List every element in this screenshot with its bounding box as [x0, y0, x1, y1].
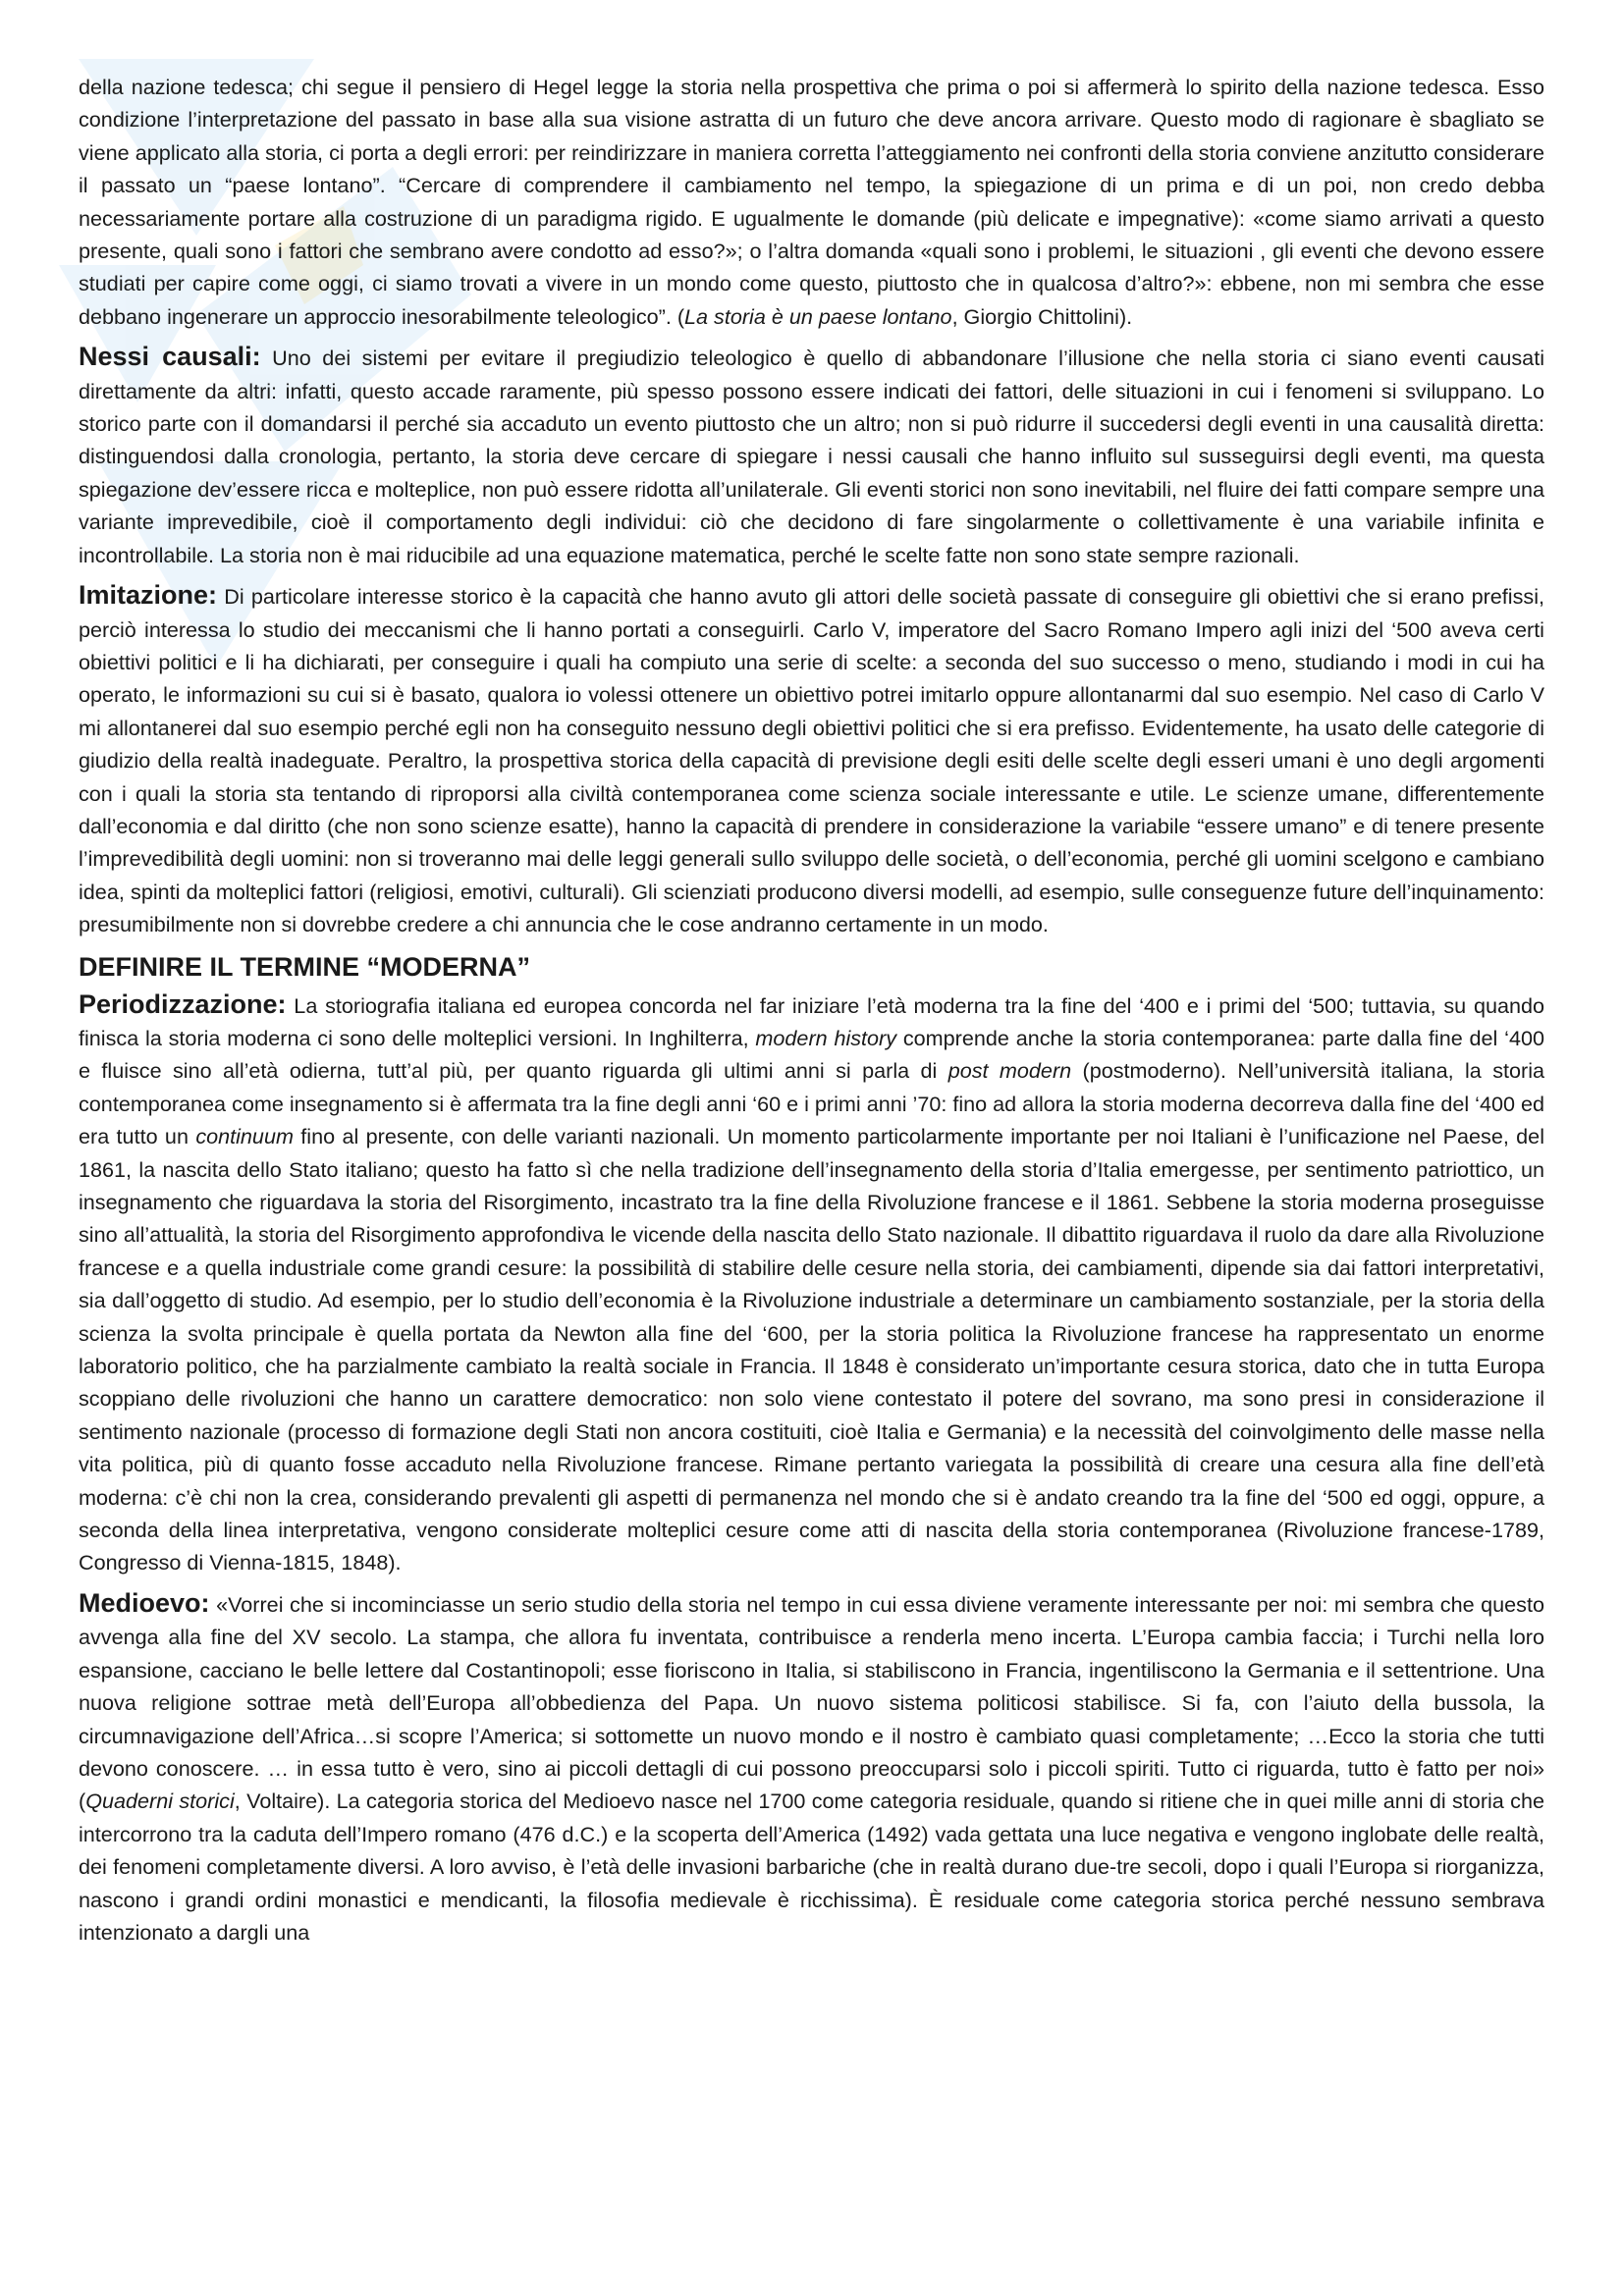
- text-run: (postmoderno). Nell’università italiana, la storia contemporanea come insegnamento si è affermata tra la fine degli anni ‘60 e i primi anni ’70: fino ad allora la storia moderna decorreva dalla fine del ‘400 ed era tutto un: [79, 1058, 1544, 1149]
- document-page: [79, 71, 1544, 1956]
- italic-title: post modern: [947, 1058, 1072, 1084]
- paragraph-nessi: [79, 341, 1544, 571]
- paragraph-periodizzazione: [79, 988, 1544, 1579]
- paragraph-lead: Medioevo:: [79, 1587, 210, 1618]
- paragraph-medioevo: [79, 1587, 1544, 1949]
- paragraph-lead: Imitazione:: [79, 580, 218, 611]
- italic-title: continuum: [195, 1124, 294, 1149]
- text-run: «Vorrei che si incominciasse un serio studio della storia nel tempo in cui essa diviene veramente interessante per noi: mi sembra che questo avvenga alla fine del XV secolo. La stampa, che allora fu inventata, contribuisce a renderla meno incerta. L’Europa cambia faccia; i Turchi nella loro espansione, cacciano le belle lettere dal Costantinopoli; esse fioriscono in Italia, si stabiliscono in Francia, ingentiliscono la Germania e il settentrione. Una nuova religione sottrae metà dell’Europa all’obbedienza del Papa. Un nuovo sistema politicosi stabilisce. Si fa, con l’aiuto della bussola, la circumnavigazione dell’Africa…si scopre l’America; si sottomette un nuovo mondo e il nostro è cambiato quasi completamente; …Ecco la storia che tutti devono conoscere. … in essa tutto è vero, sino ai piccoli dettagli di cui possono preoccuparsi solo i piccoli spiriti. Tutto ci riguarda, tutto è fatto per noi» (: [79, 1591, 1544, 1814]
- paragraph-lead: Periodizzazione:: [79, 988, 287, 1019]
- text-run: Di particolare interesse storico è la capacità che hanno avuto gli attori delle società passate di conseguire gli obiettivi che si erano prefissi, perciò interessa lo studio dei meccanismi che li hanno portati a conseguirli. Carlo V, imperatore del Sacro Romano Impero agli inizi del ‘500 aveva certi obiettivi politici e li ha dichiarati, per conseguire i quali ha compiuto una serie di scelte: a seconda del suo successo o meno, studiando i modi in cui ha operato, le informazioni su cui si è basato, qualora io volessi ottenere un obiettivo potrei imitarlo oppure allontanarmi dal suo esempio. Nel caso di Carlo V mi allontanerei dal suo esempio perché egli non ha conseguito nessuno degli obiettivi politici che si era prefisso. Evidentemente, ha usato delle categorie di giudizio della realtà inadeguate. Peraltro, la prospettiva storica della capacità di previsione degli esiti delle scelte degli esseri umani è uno degli argomenti con i quali la storia sta tentando di riproporsi alla civiltà contemporanea come scienza sociale interessante e utile. Le scienze umane, differentemente dall’economia e dal diritto (che non sono scienze esatte), hanno la capacità di prendere in considerazione la variabile “essere umano” e di tenere presente l’imprevedibilità degli uomini: non si troveranno mai delle leggi generali sullo sviluppo delle società, o dell’economia, perché gli uomini scelgono e cambiano idea, spinti da molteplici fattori (religiosi, emotivi, culturali). Gli scienziati producono diversi modelli, ad esempio, sulle conseguenze future dell’inquinamento: presumibilmente non si dovrebbe credere a chi annuncia che le cose andranno certamente in un modo.: [79, 584, 1544, 937]
- text-run: della nazione tedesca; chi segue il pensiero di Hegel legge la storia nella prospettiva che prima o poi si affermerà lo spirito della nazione tedesca. Esso condizione l’interpretazione del passato in base alla sua visione astratta di un futuro che deve ancora arrivare. Questo modo di ragionare è sbagliato se viene applicato alla storia, ci porta a degli errori: per reindirizzare in maniera corretta l’atteggiamento nei confronti della storia conviene anzitutto considerare il passato un “paese lontano”. “Cercare di comprendere il cambiamento nel tempo, la spiegazione di un prima e di un poi, non credo debba necessariamente portare alla costruzione di un paradigma rigido. E ugualmente le domande (più delicate e impegnative): «come siamo arrivati a questo presente, quali sono i fattori che sembrano avere condotto ad esso?»; o l’altra domanda «quali sono i problemi, le situazioni , gli eventi che devono essere studiati per capire come oggi, ci siamo trovati a vivere in un mondo come questo, piuttosto che in qualcosa d’altro?»: ebbene, non mi sembra che esse debbano ingenerare un approccio inesorabilmente teleologico”. (: [79, 75, 1544, 329]
- text-run: fino al presente, con delle varianti nazionali. Un momento particolarmente importante per noi Italiani è l’unificazione nel Paese, del 1861, la nascita dello Stato italiano; questo ha fatto sì che nella tradizione dell’insegnamento della storia d’Italia emergesse, per sentimento patriottico, un insegnamento che riguardava la storia del Risorgimento, incastrato tra la fine della Rivoluzione francese e il 1861. Sebbene la storia moderna proseguisse sino all’attualità, la storia del Risorgimento approfondiva le vicende della nascita dello Stato nazionale. Il dibattito riguardava il ruolo da dare alla Rivoluzione francese e a quella industriale come grandi cesure: la possibilità di stabilire delle cesure nella storia, dei cambiamenti, dipende sia dai fattori interpretativi, sia dall’oggetto di studio. Ad esempio, per lo studio dell’economia è la Rivoluzione industriale a determinare un cambiamento sostanziale, per la storia della scienza la svolta principale è quella portata da Newton alla fine del ‘600, per la storia politica la Rivoluzione francese ha rappresentato un enorme laboratorio politico, che ha parzialmente cambiato la realtà sociale in Francia. Il 1848 è considerato un’importante cesura storica, dato che in tutta Europa scoppiano delle rivoluzioni che hanno un carattere democratico: non solo viene contestato il potere del sovrano, ma sono presi in considerazione il sentimento nazionale (processo di formazione degli Stati non ancora costituiti, cioè Italia e Germania) e la necessità del coinvolgimento delle masse nella vita politica, più di quanto fosse accaduto nella Rivoluzione francese. Rimane pertanto variegata la possibilità di creare una cesura alla fine dell’età moderna: c’è chi non la crea, considerando prevalenti gli aspetti di permanenza nel mondo che si è andato creando tra la fine del ‘500 ed oggi, oppure, a seconda della linea interpretativa, vengono considerate molteplici cesure come atti di nascita della storia contemporanea (Rivoluzione francese-1789, Congresso di Vienna-1815, 1848).: [79, 1124, 1544, 1575]
- text-run: La storiografia italiana ed europea concorda nel far iniziare l’età moderna tra la fine del ‘400 e i primi del ‘500; tuttavia, su quando finisca la storia moderna ci sono delle molteplici versioni. In Inghilterra,: [79, 992, 1544, 1050]
- italic-title: La storia è un paese lontano: [684, 303, 952, 329]
- text-run: Uno dei sistemi per evitare il pregiudizio teleologico è quello di abbandonare l’illusione che nella storia ci siano eventi causati direttamente da altri: infatti, questo accade raramente, più spesso possono essere indicati dei fattori, delle situazioni in cui i fenomeni si sviluppano. Lo storico parte con il domandarsi il perché sia accaduto un evento piuttosto che un altro; non si può ridurre il succedersi degli eventi in una causalità diretta: distinguendosi dalla cronologia, pertanto, la storia deve cercare di spiegare i nessi causali che hanno influito sul susseguirsi degli eventi, ma questa spiegazione dev’essere ricca e molteplice, non può essere ridotta all’unilaterale. Gli eventi storici non sono inevitabili, nel fluire dei fatti compare sempre una variante imprevedibile, cioè il comportamento degli individui: ciò che decidono di fare singolarmente o collettivamente è una variabile infinita e incontrollabile. La storia non è mai riducibile ad una equazione matematica, perché le scelte fatte non sono state sempre razionali.: [79, 346, 1544, 567]
- section-heading: DEFINIRE IL TERMINE “MODERNA”: [79, 951, 531, 982]
- italic-title: modern history: [755, 1025, 897, 1050]
- paragraph-imitazione: [79, 579, 1544, 940]
- italic-title: Quaderni storici: [85, 1789, 235, 1814]
- text-run: , Voltaire). La categoria storica del Medioevo nasce nel 1700 come categoria residuale, quando si ritiene che in quei mille anni di storia che intercorrono tra la caduta dell’Impero romano (476 d.C.) e la scoperta dell’America (1492) vada gettata una luce negativa e vengono inglobate delle realtà, dei fenomeni completamente diversi. A loro avviso, è l’età delle invasioni barbariche (che in realtà durano due-tre secoli, dopo i quali l’Europa si riorganizza, nascono i grandi ordini monastici e mendicanti, la filosofia medievale è ricchissima). È residuale come categoria storica perché nessuno sembrava intenzionato a dargli una: [79, 1789, 1544, 1945]
- text-run: , Giorgio Chittolini).: [951, 303, 1133, 329]
- text-run: comprende anche la storia contemporanea: parte dalla fine del ‘400 e fluisce sino all’età odierna, tutt’al più, per quanto riguarda gli ultimi anni si parla di: [79, 1025, 1544, 1084]
- paragraph-lead: Nessi causali:: [79, 342, 261, 372]
- paragraph-intro: [79, 71, 1544, 333]
